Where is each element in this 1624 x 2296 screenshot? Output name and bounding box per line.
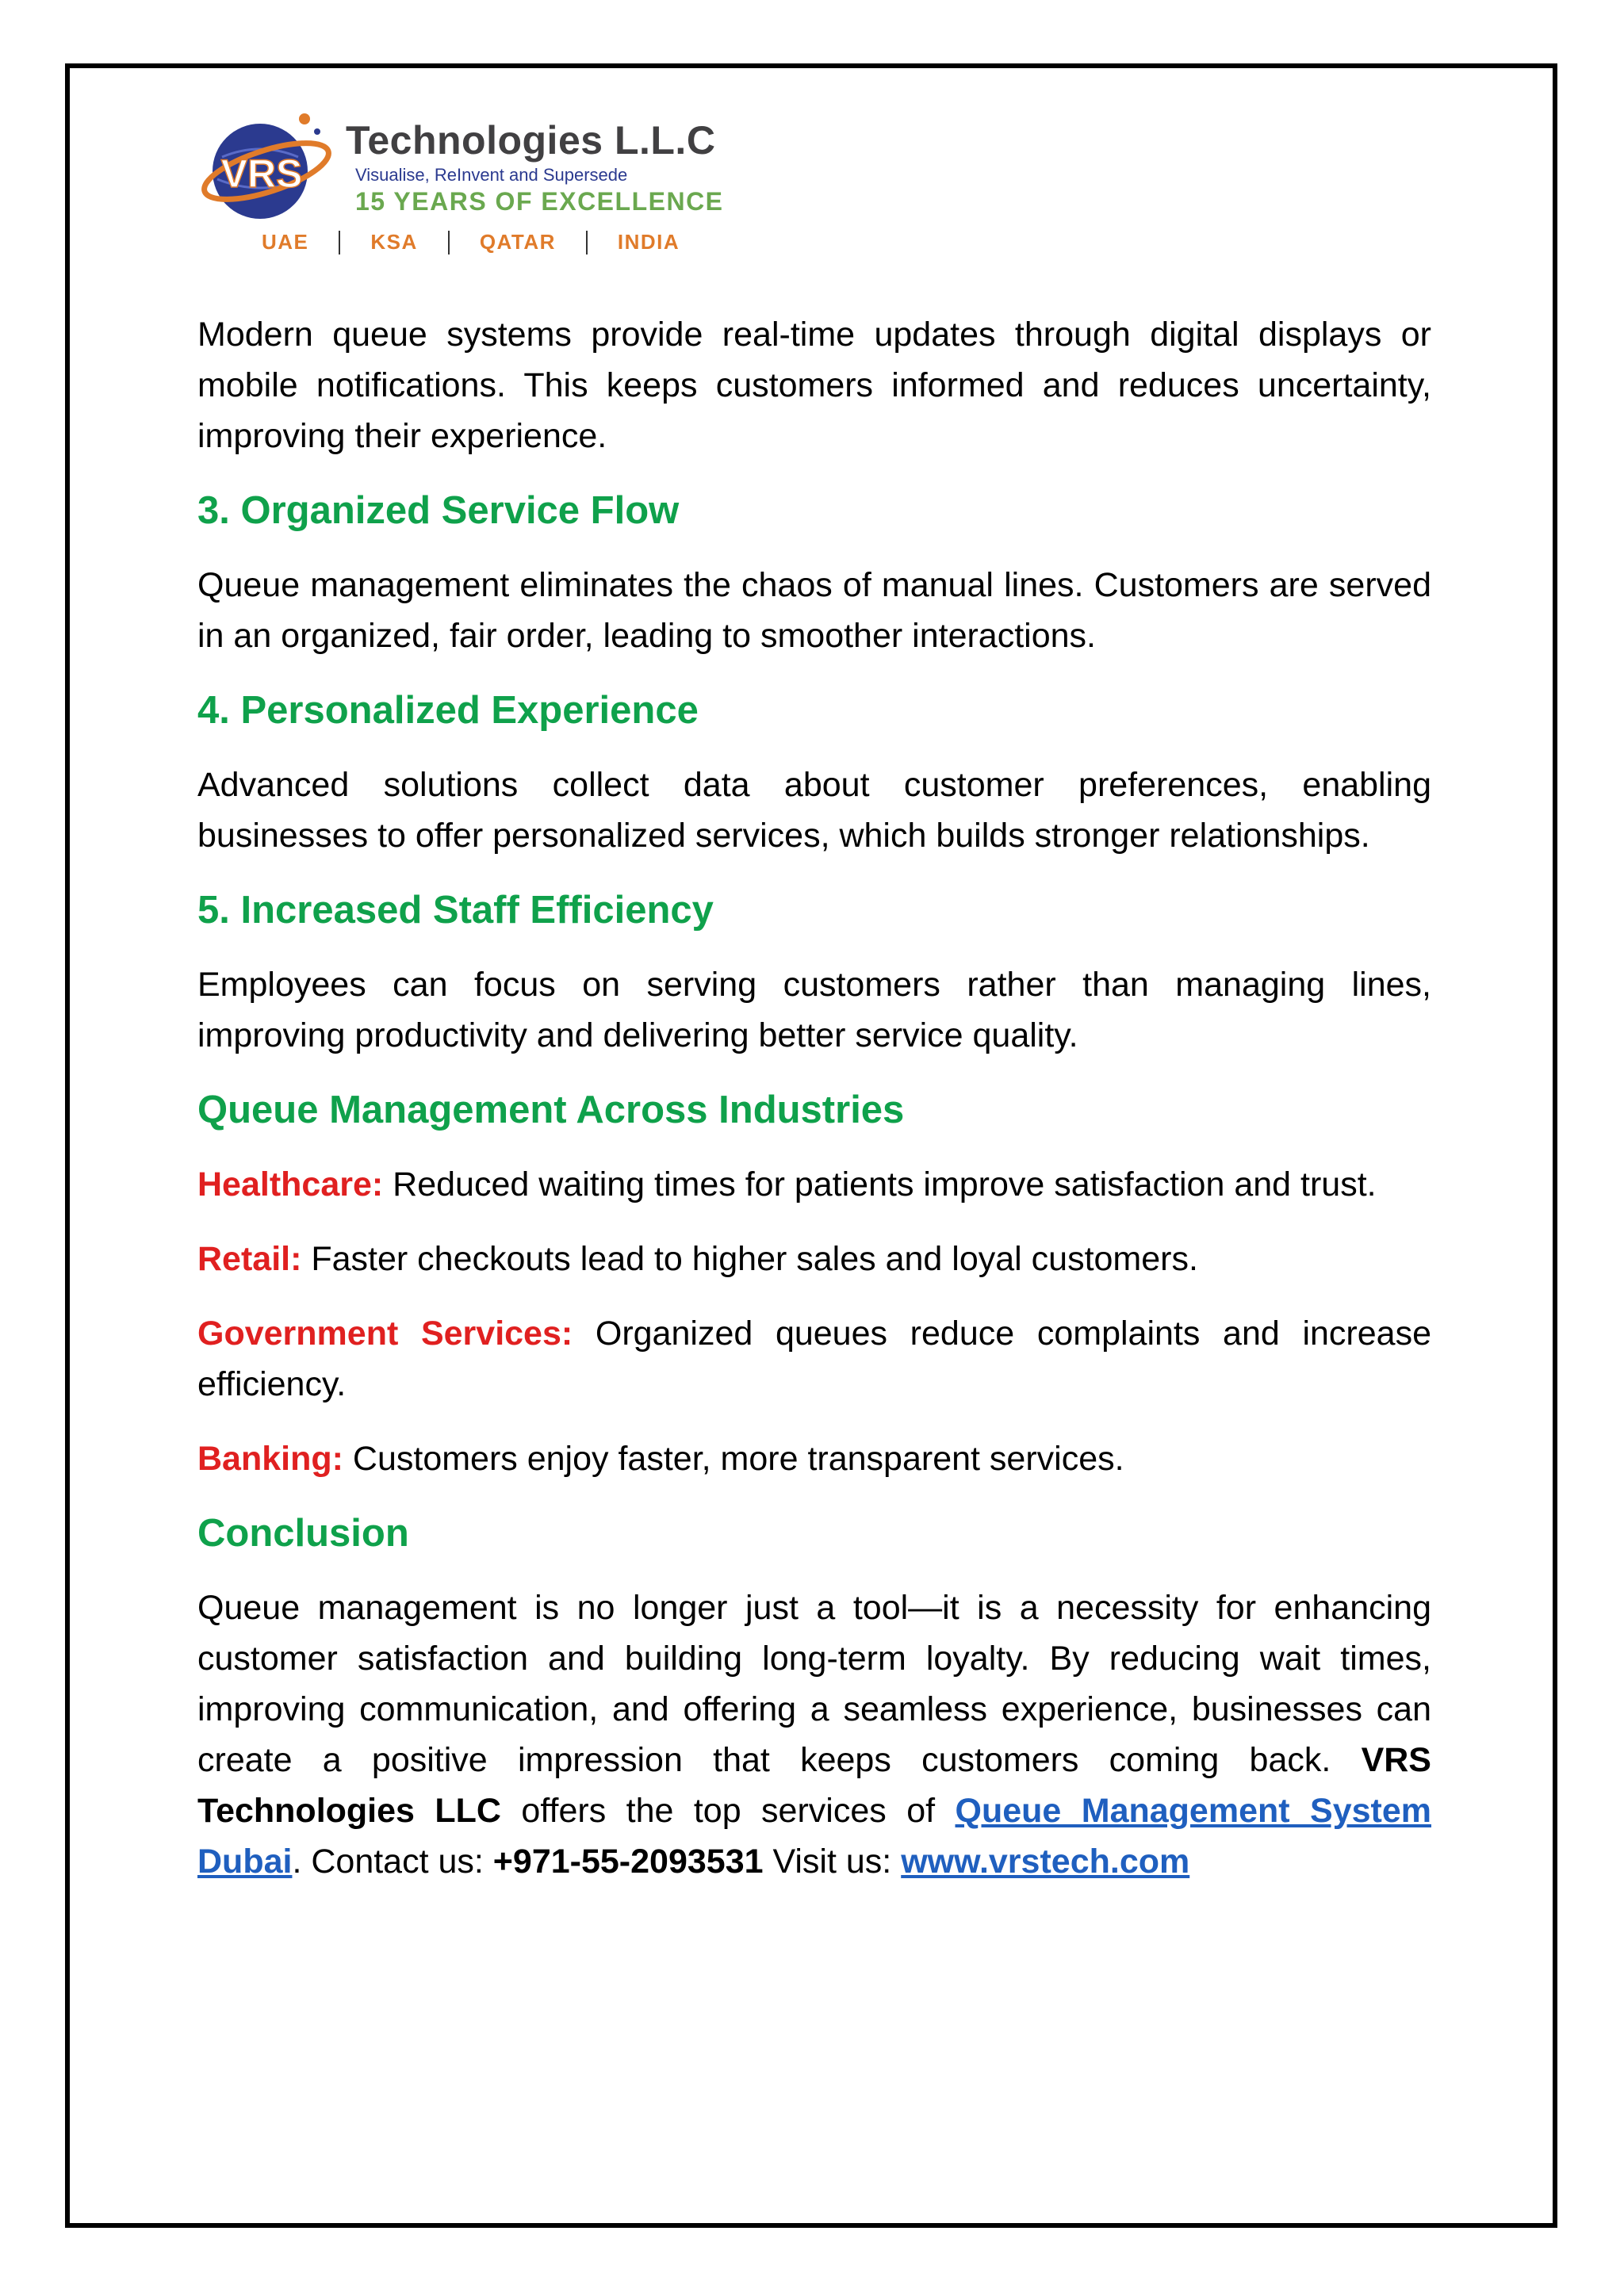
industry-label: Government Services: <box>197 1314 573 1353</box>
logo-years-badge: 15 YEARS OF EXCELLENCE <box>355 187 724 216</box>
section-paragraph-organized-service-flow: Queue management eliminates the chaos of manual lines. Customers are served in an organized, fair order, leading to smoother interactions. <box>197 566 1431 655</box>
industry-item-healthcare <box>197 1159 1431 1210</box>
industry-text: Organized queues reduce complaints and increase efficiency. <box>197 1314 1431 1403</box>
section-heading-increased-staff-efficiency: 5. Increased Staff Efficiency <box>197 889 714 932</box>
conclusion-text: Queue management is no longer just a tool—it is a necessity for enhancing customer satisfaction and building long-term loyalty. By reducing wait times, improving communication, and offering a seamless experience, businesses can create a positive impression that keeps customers coming back. <box>197 1589 1431 1779</box>
logo-region-qatar: QATAR <box>479 230 556 254</box>
industry-label: Healthcare: <box>197 1165 384 1203</box>
queue-management-system-dubai-link[interactable]: Queue Management System Dubai <box>197 1792 1431 1881</box>
region-divider <box>448 231 450 254</box>
industry-text: Customers enjoy faster, more transparent services. <box>343 1440 1124 1478</box>
industry-item-government-services <box>197 1308 1431 1410</box>
conclusion-text: Visit us: <box>763 1843 902 1881</box>
logo-mark-text: VRS <box>220 151 303 196</box>
logo-region-india: INDIA <box>617 230 680 254</box>
section-heading-personalized-experience: 4. Personalized Experience <box>197 689 699 732</box>
section-paragraph-personalized-experience: Advanced solutions collect data about customer preferences, enabling businesses to offer personalized services, which builds stronger relationships. <box>197 766 1431 855</box>
industry-text: Reduced waiting times for patients improve satisfaction and trust. <box>383 1165 1377 1203</box>
website-link[interactable]: www.vrstech.com <box>901 1843 1190 1881</box>
conclusion-text: . Contact us: <box>292 1843 493 1881</box>
intro-paragraph: Modern queue systems provide real-time updates through digital displays or mobile notifications. This keeps customers informed and reduces uncertainty, improving their experience. <box>197 316 1431 455</box>
industry-text: Faster checkouts lead to higher sales and loyal customers. <box>301 1240 1198 1278</box>
industry-item-banking <box>197 1433 1431 1484</box>
region-divider <box>586 231 588 254</box>
contact-phone: +971-55-2093531 <box>492 1843 764 1881</box>
document-body <box>197 309 1431 1911</box>
logo-region-uae: UAE <box>262 230 309 254</box>
vrs-globe-icon <box>198 109 357 228</box>
industries-heading: Queue Management Across Industries <box>197 1089 905 1131</box>
logo-region-ksa: KSA <box>370 230 418 254</box>
section-paragraph-increased-staff-efficiency: Employees can focus on serving customers rather than managing lines, improving productivity and delivering better service quality. <box>197 966 1431 1054</box>
conclusion-heading: Conclusion <box>197 1512 409 1555</box>
logo-company-name: Technologies L.L.C <box>346 118 716 163</box>
section-heading-organized-service-flow: 3. Organized Service Flow <box>197 489 680 532</box>
logo-regions <box>247 230 694 254</box>
industry-item-retail <box>197 1234 1431 1284</box>
conclusion-paragraph <box>197 1582 1431 1887</box>
region-divider <box>339 231 340 254</box>
logo-tagline: Visualise, ReInvent and Supersede <box>355 165 628 185</box>
conclusion-company-name: VRS Technologies LLC <box>197 1741 1431 1830</box>
conclusion-text: offers the top services of <box>500 1792 956 1830</box>
industry-label: Retail: <box>197 1240 302 1278</box>
company-logo <box>198 109 724 268</box>
industry-label: Banking: <box>197 1440 343 1478</box>
